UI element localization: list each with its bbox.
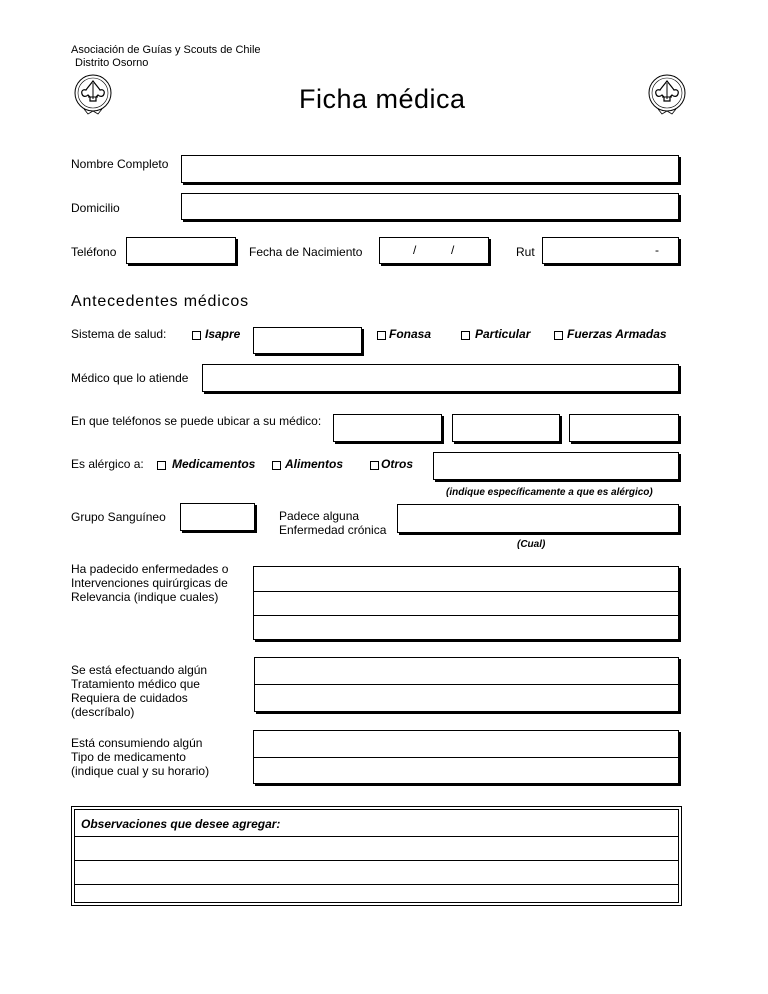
district-name: Distrito Osorno <box>75 57 149 69</box>
alimentos-checkbox[interactable] <box>272 461 281 470</box>
scout-emblem-icon <box>646 73 688 117</box>
section-title: Antecedentes médicos <box>71 293 249 310</box>
fecha-nacimiento-field[interactable] <box>379 237 489 264</box>
enfermedades-field[interactable] <box>253 566 679 640</box>
page-title: Ficha médica <box>299 84 466 114</box>
rut-field[interactable] <box>542 237 679 264</box>
medicamentos-option: Medicamentos <box>172 457 256 471</box>
otros-option: Otros <box>381 457 414 471</box>
observaciones-inner <box>74 809 679 903</box>
telefono-medico-field-2[interactable] <box>452 414 560 442</box>
observaciones-row[interactable] <box>75 860 678 885</box>
isapre-field[interactable] <box>253 327 362 354</box>
medicamento-field[interactable] <box>253 730 679 784</box>
observaciones-row[interactable] <box>75 836 678 861</box>
particular-option: Particular <box>475 327 531 341</box>
org-name: Asociación de Guías y Scouts de Chile <box>71 44 261 56</box>
nombre-field[interactable] <box>181 155 679 183</box>
fecha-nacimiento-label: Fecha de Nacimiento <box>249 245 363 259</box>
medicamento-label: Está consumiendo algún Tipo de medicamento (indique cual y su horario) <box>71 736 210 778</box>
fuerzas-armadas-checkbox[interactable] <box>554 331 563 340</box>
telefono-medico-field-3[interactable] <box>569 414 679 442</box>
enfermedades-row[interactable] <box>254 592 678 616</box>
scout-emblem-icon <box>72 73 114 117</box>
medicamento-row[interactable] <box>254 758 678 783</box>
domicilio-field[interactable] <box>181 193 679 220</box>
enfermedades-row[interactable] <box>254 616 678 639</box>
fuerzas-armadas-option: Fuerzas Armadas <box>567 327 667 341</box>
fecha-separator: / <box>413 243 417 257</box>
rut-label: Rut <box>516 245 535 259</box>
medicamentos-checkbox[interactable] <box>157 461 166 470</box>
observaciones-label: Observaciones que desee agregar: <box>81 817 281 831</box>
enfermedades-label: Ha padecido enfermedades o Intervenciones quirúrgicas de Relevancia (indique cuales) <box>71 562 229 604</box>
rut-separator: - <box>655 243 659 257</box>
alergico-label: Es alérgico a: <box>71 457 144 471</box>
otros-checkbox[interactable] <box>370 461 379 470</box>
observaciones-box <box>71 806 682 906</box>
fonasa-checkbox[interactable] <box>377 331 386 340</box>
enfermedad-cronica-label: Padece alguna Enfermedad crónica <box>279 509 387 537</box>
enfermedades-row[interactable] <box>254 567 678 592</box>
medico-label: Médico que lo atiende <box>71 371 189 385</box>
alergico-note: (indique específicamente a que es alérgico) <box>446 487 653 498</box>
fecha-separator: / <box>451 243 455 257</box>
fonasa-option: Fonasa <box>389 327 432 341</box>
telefono-label: Teléfono <box>71 245 117 259</box>
nombre-label: Nombre Completo <box>71 157 169 171</box>
tratamiento-field[interactable] <box>254 657 679 712</box>
tratamiento-row[interactable] <box>255 658 678 685</box>
observaciones-row[interactable] <box>75 884 678 905</box>
medico-field[interactable] <box>202 364 679 392</box>
medicamento-row[interactable] <box>254 731 678 758</box>
domicilio-label: Domicilio <box>71 201 120 215</box>
tratamiento-row[interactable] <box>255 685 678 711</box>
telefono-medico-field-1[interactable] <box>333 414 442 442</box>
isapre-option: Isapre <box>205 327 241 341</box>
enfermedad-cronica-field[interactable] <box>397 504 679 533</box>
telefonos-medico-label: En que teléfonos se puede ubicar a su médico: <box>71 414 322 428</box>
isapre-checkbox[interactable] <box>192 331 201 340</box>
sistema-salud-label: Sistema de salud: <box>71 327 167 341</box>
alimentos-option: Alimentos <box>285 457 344 471</box>
grupo-sanguineo-field[interactable] <box>180 503 255 531</box>
grupo-sanguineo-label: Grupo Sanguíneo <box>71 510 166 524</box>
alergico-field[interactable] <box>433 452 679 480</box>
tratamiento-label: Se está efectuando algún Tratamiento médico que Requiera de cuidados (descríbalo) <box>71 663 208 719</box>
cronica-note: (Cual) <box>517 539 546 550</box>
particular-checkbox[interactable] <box>461 331 470 340</box>
telefono-field[interactable] <box>126 237 236 264</box>
